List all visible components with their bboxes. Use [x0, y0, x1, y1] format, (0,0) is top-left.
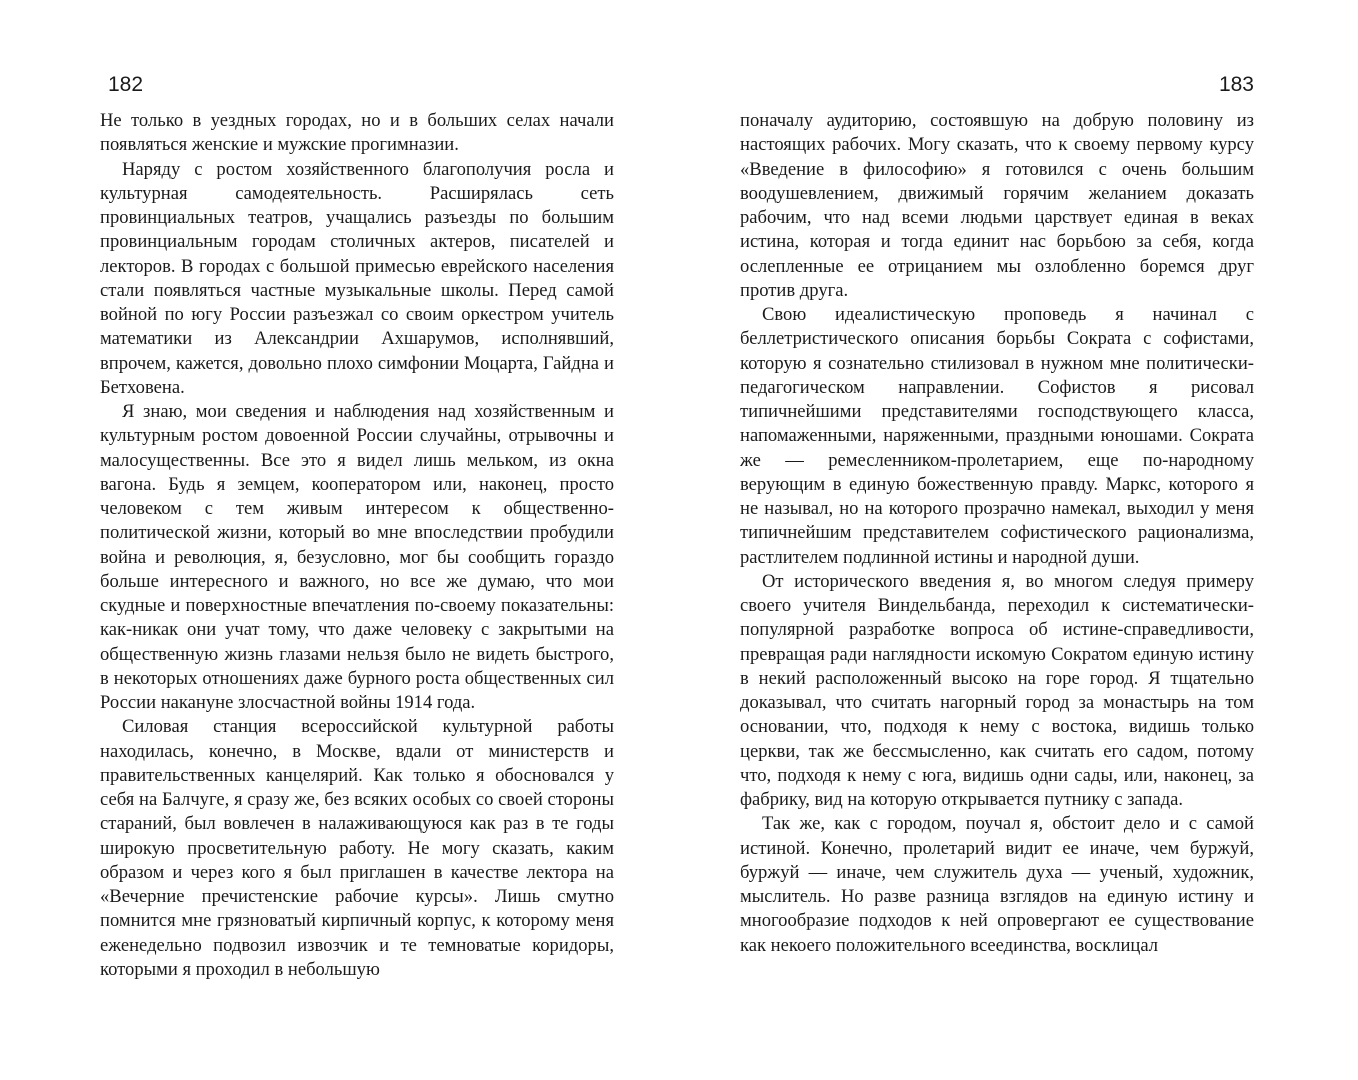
paragraph: Свою идеалистическую проповедь я начинал с беллетристического описания борьбы Сократа с софистами, которую я сознательно стилизовал в нужном мне политически-педагогическом направлении. Софистов я рисовал типичнейшими представителями господствующего класса, напомаженными, наряженными, праздными юношами. Сократа же — ремесленником-пролетарием, еще по-народному верующим в единую божественную правду. Маркс, которого я не называл, но на которого прозрачно намекал, выходил у меня типичнейшим представителем софистического рационализма, растлителем подлинной истины и народной души.	[740, 304, 1254, 568]
paragraph: Силовая станция всероссийской культурной работы находилась, конечно, в Москве, вдали от министерств и правительственных канцелярий. Как только я обосновался у себя на Балчуге, я сразу же, без всяких особых со своей стороны стараний, был вовлечен в налаживающуюся как раз в те годы широкую просветительную работу. Не могу сказать, каким образом и через кого я был приглашен в качестве лектора на «Вечерние пречистенские рабочие курсы». Лишь смутно помнится мне грязноватый кирпичный корпус, к которому меня еженедельно подвозил извозчик и те темноватые коридоры, которыми я проходил в небольшую	[100, 716, 614, 980]
page-number-left: 182	[108, 73, 144, 96]
paragraph: Я знаю, мои сведения и наблюдения над хозяйственным и культурным ростом довоенной России случайны, отрывочны и малосущественны. Все это я видел лишь мельком, из окна вагона. Будь я земцем, кооператором или, наконец, просто человеком с тем живым интересом к общественно-политической жизни, который во мне впоследствии пробудили война и революция, я, безусловно, мог бы сообщить гораздо больше интересного и важного, но все же думаю, что мои скудные и поверхностные впечатления по-своему показательны: как-никак они учат тому, что даже человеку с закрытыми на общественную жизнь глазами нельзя было не видеть быстрого, в некоторых отношениях даже бурного роста общественных сил России накануне злосчастной войны 1914 года.	[100, 401, 614, 713]
paragraph: поначалу аудиторию, состоявшую на добрую половину из настоящих рабочих. Могу сказать, что к своему первому курсу «Введение в философию» я готовился с очень большим воодушевлением, движимый горячим желанием доказать рабочим, что над всеми людьми царствует единая в веках истина, которая и тогда единит нас борьбою за себя, когда ослепленные ее отрицанием мы озлобленно боремся друг против друга.	[740, 110, 1254, 301]
page-number-right: 183	[1218, 73, 1254, 96]
left-page-text	[100, 109, 614, 982]
paragraph: Так же, как с городом, поучал я, обстоит дело и с самой истиной. Конечно, пролетарий видит ее иначе, чем буржуй, буржуй — иначе, чем служитель духа — ученый, художник, мыслитель. Но разве разница взглядов на единую истину и многообразие подходов к ней опровергают ее существование как некоего положительного всеединства, восклицал	[740, 813, 1254, 956]
paragraph: Наряду с ростом хозяйственного благополучия росла и культурная самодеятельность. Расширялась сеть провинциальных театров, учащались разъезды по большим провинциальным городам столичных актеров, писателей и лекторов. В городах с большой примесью еврейского населения стали появляться частные музыкальные школы. Перед самой войной по югу России разъезжал со своим оркестром учитель математики из Александрии Ахшарумов, исполнявший, впрочем, кажется, довольно плохо симфонии Моцарта, Гайдна и Бетховена.	[100, 158, 614, 398]
right-page	[740, 0, 1254, 1080]
left-page	[100, 0, 614, 1080]
paragraph: От исторического введения я, во многом следуя примеру своего учителя Виндельбанда, переходил к систематически-популярной разработке вопроса об истине-справедливости, превращая ради наглядности искомую Сократом единую истину в некий расположенный высоко на горе город. Я тщательно доказывал, что считать нагорный город за монастырь на том основании, что, подходя к нему с востока, видишь только церкви, так же бессмысленно, как считать его садом, потому что, подходя к нему с юга, видишь одни сады, или, наконец, за фабрику, вид на которую открывается путнику с запада.	[740, 570, 1254, 810]
right-page-text	[740, 109, 1254, 958]
paragraph: Не только в уездных городах, но и в больших селах начали появляться женские и мужские прогимназии.	[100, 110, 614, 156]
